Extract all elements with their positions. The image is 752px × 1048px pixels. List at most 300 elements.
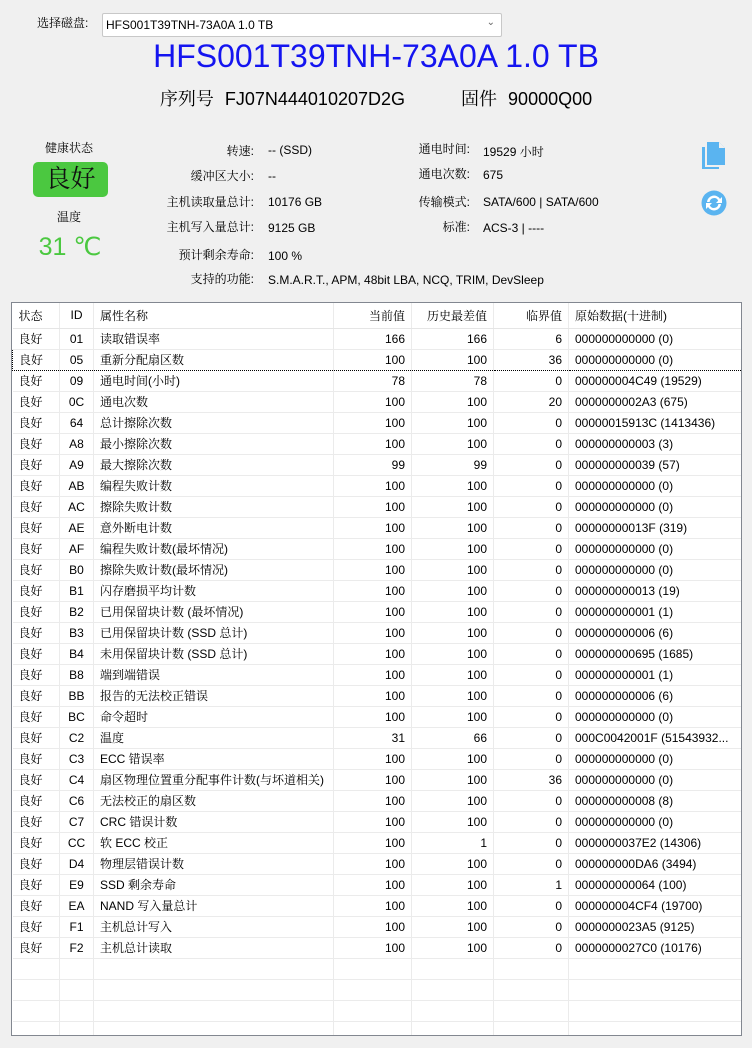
refresh-icon — [701, 190, 727, 216]
cell-id: B1 — [60, 580, 94, 601]
cell-id: B2 — [60, 601, 94, 622]
cell-attribute: ECC 错误率 — [94, 748, 334, 769]
cell-worst: 100 — [412, 433, 494, 454]
cell-id: AC — [60, 496, 94, 517]
cell-worst: 100 — [412, 538, 494, 559]
table-row[interactable] — [13, 811, 742, 832]
empty-cell — [569, 1000, 742, 1021]
empty-cell — [569, 979, 742, 1000]
cell-status: 良好 — [13, 916, 60, 937]
cell-attribute: 无法校正的扇区数 — [94, 790, 334, 811]
cell-threshold: 0 — [494, 559, 569, 580]
table-row[interactable] — [13, 454, 742, 475]
table-row[interactable] — [13, 790, 742, 811]
cell-raw: 000000004CF4 (19700) — [569, 895, 742, 916]
empty-cell — [94, 1021, 334, 1036]
table-row[interactable] — [13, 832, 742, 853]
table-row[interactable] — [13, 874, 742, 895]
cell-status: 良好 — [13, 643, 60, 664]
cell-current: 100 — [334, 874, 412, 895]
cell-current: 100 — [334, 895, 412, 916]
table-row[interactable] — [13, 475, 742, 496]
cell-id: B4 — [60, 643, 94, 664]
table-row[interactable] — [13, 559, 742, 580]
cell-threshold: 0 — [494, 916, 569, 937]
column-header-raw[interactable]: 原始数据(十进制) — [569, 303, 742, 328]
column-header-worst[interactable]: 历史最差值 — [412, 303, 494, 328]
table-row[interactable] — [13, 664, 742, 685]
cell-raw: 000000000000 (0) — [569, 748, 742, 769]
cell-status: 良好 — [13, 580, 60, 601]
cell-id: F2 — [60, 937, 94, 958]
cell-id: 0C — [60, 391, 94, 412]
cell-worst: 100 — [412, 517, 494, 538]
cell-threshold: 0 — [494, 475, 569, 496]
empty-cell — [569, 1021, 742, 1036]
cell-current: 166 — [334, 328, 412, 349]
cell-threshold: 36 — [494, 349, 569, 370]
cell-id: C3 — [60, 748, 94, 769]
cell-threshold: 1 — [494, 874, 569, 895]
cell-current: 100 — [334, 832, 412, 853]
firmware-value: 90000Q00 — [508, 89, 593, 109]
cell-current: 100 — [334, 391, 412, 412]
cell-current: 100 — [334, 748, 412, 769]
cell-status: 良好 — [13, 748, 60, 769]
cell-threshold: 0 — [494, 622, 569, 643]
column-header-current[interactable]: 当前值 — [334, 303, 412, 328]
cell-worst: 100 — [412, 853, 494, 874]
cell-status: 良好 — [13, 328, 60, 349]
cell-id: B3 — [60, 622, 94, 643]
cell-raw: 000000000000 (0) — [569, 349, 742, 370]
cell-attribute: 通电时间(小时) — [94, 370, 334, 391]
host-writes-label: 主机写入量总计: — [166, 220, 254, 234]
cell-id: 01 — [60, 328, 94, 349]
power-on-count-label: 通电次数: — [418, 167, 470, 181]
cell-id: 09 — [60, 370, 94, 391]
empty-table-row — [13, 979, 742, 1000]
empty-cell — [494, 979, 569, 1000]
cell-id: C4 — [60, 769, 94, 790]
cell-id: 64 — [60, 412, 94, 433]
cell-status: 良好 — [13, 895, 60, 916]
host-reads-label: 主机读取量总计: — [166, 195, 254, 209]
table-row[interactable] — [13, 391, 742, 412]
cell-attribute: 未用保留块计数 (SSD 总计) — [94, 643, 334, 664]
cell-attribute: 软 ECC 校正 — [94, 832, 334, 853]
health-label: 健康状态 — [44, 141, 93, 155]
table-row[interactable] — [13, 685, 742, 706]
cell-current: 100 — [334, 664, 412, 685]
cell-current: 100 — [334, 643, 412, 664]
table-row[interactable] — [13, 538, 742, 559]
table-row[interactable] — [13, 328, 742, 349]
cell-attribute: 擦除失败计数 — [94, 496, 334, 517]
cell-status: 良好 — [13, 349, 60, 370]
cell-current: 100 — [334, 601, 412, 622]
cell-threshold: 0 — [494, 685, 569, 706]
table-row[interactable] — [13, 727, 742, 748]
copy-button[interactable] — [701, 141, 727, 171]
cell-raw: 000000000695 (1685) — [569, 643, 742, 664]
empty-cell — [334, 1021, 412, 1036]
table-row[interactable] — [13, 937, 742, 958]
empty-cell — [60, 958, 94, 979]
table-row[interactable] — [13, 916, 742, 937]
empty-table-row — [13, 1000, 742, 1021]
cell-id: AF — [60, 538, 94, 559]
cell-raw: 000000000003 (3) — [569, 433, 742, 454]
cell-raw: 000000000000 (0) — [569, 496, 742, 517]
cell-id: C2 — [60, 727, 94, 748]
cell-attribute: 主机总计写入 — [94, 916, 334, 937]
cell-raw: 000000000000 (0) — [569, 811, 742, 832]
table-row[interactable] — [13, 580, 742, 601]
cell-status: 良好 — [13, 685, 60, 706]
features-label: 支持的功能: — [190, 272, 254, 286]
cell-raw: 00000015913C (1413436) — [569, 412, 742, 433]
cell-current: 100 — [334, 790, 412, 811]
cell-raw: 000000000008 (8) — [569, 790, 742, 811]
cell-attribute: 命令超时 — [94, 706, 334, 727]
cell-worst: 100 — [412, 748, 494, 769]
cell-worst: 66 — [412, 727, 494, 748]
empty-cell — [334, 979, 412, 1000]
cell-status: 良好 — [13, 601, 60, 622]
column-header-attribute[interactable]: 属性名称 — [94, 303, 334, 328]
cell-attribute: 端到端错误 — [94, 664, 334, 685]
cell-status: 良好 — [13, 874, 60, 895]
empty-cell — [334, 1000, 412, 1021]
cell-id: A8 — [60, 433, 94, 454]
cell-status: 良好 — [13, 832, 60, 853]
cell-current: 99 — [334, 454, 412, 475]
table-row[interactable] — [13, 643, 742, 664]
temperature-value[interactable]: 31 ℃ — [38, 233, 102, 261]
cell-current: 100 — [334, 706, 412, 727]
refresh-button[interactable] — [701, 190, 727, 216]
cell-attribute: 已用保留块计数 (SSD 总计) — [94, 622, 334, 643]
cell-status: 良好 — [13, 370, 60, 391]
cell-status: 良好 — [13, 538, 60, 559]
cell-threshold: 0 — [494, 811, 569, 832]
standard-value: ACS-3 | ---- — [483, 221, 545, 235]
cell-raw: 000000000000 (0) — [569, 475, 742, 496]
buffer-size-value: -- — [268, 169, 276, 183]
cell-attribute: 重新分配扇区数 — [94, 349, 334, 370]
life-remaining-label: 预计剩余寿命: — [178, 248, 254, 262]
cell-worst: 100 — [412, 580, 494, 601]
buffer-size-label: 缓冲区大小: — [190, 169, 254, 183]
cell-raw: 0000000023A5 (9125) — [569, 916, 742, 937]
disk-select-value: HFS001T39TNH-73A0A 1.0 TB — [106, 18, 274, 32]
cell-status: 良好 — [13, 517, 60, 538]
cell-status: 良好 — [13, 622, 60, 643]
rotation-value: -- (SSD) — [268, 143, 312, 157]
cell-raw: 000000000006 (6) — [569, 685, 742, 706]
cell-current: 100 — [334, 559, 412, 580]
cell-raw: 0000000027C0 (10176) — [569, 937, 742, 958]
power-on-hours-label: 通电时间: — [418, 142, 470, 156]
cell-worst: 100 — [412, 895, 494, 916]
health-status-badge[interactable]: 良好 — [33, 162, 108, 197]
cell-current: 100 — [334, 853, 412, 874]
cell-worst: 100 — [412, 937, 494, 958]
cell-worst: 1 — [412, 832, 494, 853]
cell-current: 100 — [334, 916, 412, 937]
cell-attribute: 通电次数 — [94, 391, 334, 412]
cell-raw: 000000000001 (1) — [569, 601, 742, 622]
cell-id: C6 — [60, 790, 94, 811]
standard-label: 标准: — [442, 220, 470, 234]
empty-cell — [13, 979, 60, 1000]
cell-current: 100 — [334, 811, 412, 832]
cell-attribute: 扇区物理位置重分配事件计数(与坏道相关) — [94, 769, 334, 790]
empty-cell — [94, 1000, 334, 1021]
cell-worst: 100 — [412, 664, 494, 685]
smart-attributes-table[interactable] — [11, 302, 742, 1036]
cell-status: 良好 — [13, 769, 60, 790]
cell-attribute: 报告的无法校正错误 — [94, 685, 334, 706]
cell-worst: 166 — [412, 328, 494, 349]
empty-cell — [569, 958, 742, 979]
cell-id: D4 — [60, 853, 94, 874]
cell-status: 良好 — [13, 391, 60, 412]
cell-threshold: 0 — [494, 748, 569, 769]
cell-attribute: 读取错误率 — [94, 328, 334, 349]
life-remaining-value: 100 % — [268, 249, 303, 263]
cell-current: 31 — [334, 727, 412, 748]
cell-threshold: 0 — [494, 706, 569, 727]
empty-table-row — [13, 1021, 742, 1036]
serial-label: 序列号 — [159, 89, 214, 109]
cell-id: F1 — [60, 916, 94, 937]
cell-attribute: 最小擦除次数 — [94, 433, 334, 454]
cell-threshold: 0 — [494, 496, 569, 517]
empty-cell — [13, 1000, 60, 1021]
cell-worst: 100 — [412, 769, 494, 790]
empty-cell — [494, 958, 569, 979]
cell-current: 100 — [334, 538, 412, 559]
cell-attribute: 最大擦除次数 — [94, 454, 334, 475]
cell-attribute: 主机总计读取 — [94, 937, 334, 958]
cell-worst: 100 — [412, 412, 494, 433]
rotation-label: 转速: — [226, 144, 254, 158]
table-row[interactable] — [13, 601, 742, 622]
cell-status: 良好 — [13, 433, 60, 454]
serial-value: FJ07N444010207D2G — [224, 89, 405, 109]
serial-firmware-line — [0, 85, 752, 111]
cell-attribute: 擦除失败计数(最坏情况) — [94, 559, 334, 580]
cell-id: B8 — [60, 664, 94, 685]
cell-threshold: 6 — [494, 328, 569, 349]
disk-select-label: 选择磁盘: — [37, 16, 89, 30]
cell-threshold: 0 — [494, 517, 569, 538]
cell-worst: 78 — [412, 370, 494, 391]
cell-worst: 99 — [412, 454, 494, 475]
table-row[interactable] — [13, 622, 742, 643]
cell-threshold: 0 — [494, 832, 569, 853]
empty-cell — [60, 1021, 94, 1036]
cell-id: CC — [60, 832, 94, 853]
empty-table-row — [13, 958, 742, 979]
table-row[interactable] — [13, 706, 742, 727]
firmware-label: 固件 — [461, 89, 498, 109]
empty-cell — [412, 958, 494, 979]
cell-status: 良好 — [13, 496, 60, 517]
cell-attribute: 编程失败计数(最坏情况) — [94, 538, 334, 559]
cell-raw: 0000000002A3 (675) — [569, 391, 742, 412]
table-row[interactable] — [13, 517, 742, 538]
empty-cell — [334, 958, 412, 979]
power-on-hours-value: 19529 小时 — [483, 145, 544, 159]
table-row[interactable] — [13, 370, 742, 391]
features-value: S.M.A.R.T., APM, 48bit LBA, NCQ, TRIM, DevSleep — [268, 273, 544, 287]
cell-attribute: 编程失败计数 — [94, 475, 334, 496]
cell-current: 100 — [334, 475, 412, 496]
cell-worst: 100 — [412, 811, 494, 832]
table-row[interactable] — [13, 769, 742, 790]
cell-worst: 100 — [412, 349, 494, 370]
cell-raw: 000000000000 (0) — [569, 328, 742, 349]
column-header-threshold[interactable]: 临界值 — [494, 303, 569, 328]
cell-attribute: 闪存磨损平均计数 — [94, 580, 334, 601]
cell-attribute: NAND 写入量总计 — [94, 895, 334, 916]
model-title: HFS001T39TNH-73A0A 1.0 TB — [153, 38, 599, 74]
cell-current: 100 — [334, 349, 412, 370]
cell-status: 良好 — [13, 454, 60, 475]
cell-current: 78 — [334, 370, 412, 391]
cell-current: 100 — [334, 496, 412, 517]
cell-worst: 100 — [412, 559, 494, 580]
cell-id: A9 — [60, 454, 94, 475]
cell-id: B0 — [60, 559, 94, 580]
empty-cell — [494, 1000, 569, 1021]
cell-attribute: 已用保留块计数 (最坏情况) — [94, 601, 334, 622]
cell-raw: 000000004C49 (19529) — [569, 370, 742, 391]
cell-raw: 00000000013F (319) — [569, 517, 742, 538]
empty-cell — [494, 1021, 569, 1036]
power-on-count-value: 675 — [483, 168, 504, 182]
empty-cell — [60, 979, 94, 1000]
cell-status: 良好 — [13, 706, 60, 727]
table-row[interactable] — [13, 748, 742, 769]
cell-status: 良好 — [13, 727, 60, 748]
table-row[interactable] — [13, 895, 742, 916]
cell-threshold: 0 — [494, 643, 569, 664]
cell-current: 100 — [334, 412, 412, 433]
cell-raw: 000000000039 (57) — [569, 454, 742, 475]
cell-attribute: 物理层错误计数 — [94, 853, 334, 874]
cell-current: 100 — [334, 685, 412, 706]
transfer-mode-label: 传输模式: — [418, 195, 470, 209]
cell-current: 100 — [334, 433, 412, 454]
cell-threshold: 0 — [494, 601, 569, 622]
cell-status: 良好 — [13, 790, 60, 811]
cell-attribute: SSD 剩余寿命 — [94, 874, 334, 895]
cell-worst: 100 — [412, 685, 494, 706]
cell-id: AB — [60, 475, 94, 496]
empty-cell — [60, 1000, 94, 1021]
cell-id: EA — [60, 895, 94, 916]
column-header-id[interactable]: ID — [60, 303, 94, 328]
cell-id: 05 — [60, 349, 94, 370]
empty-cell — [412, 1021, 494, 1036]
empty-cell — [13, 958, 60, 979]
cell-status: 良好 — [13, 853, 60, 874]
cell-raw: 000000000000 (0) — [569, 559, 742, 580]
cell-raw: 000C0042001F (51543932... — [569, 727, 742, 748]
empty-cell — [13, 1021, 60, 1036]
cell-raw: 000000000000 (0) — [569, 706, 742, 727]
cell-current: 100 — [334, 937, 412, 958]
cell-worst: 100 — [412, 643, 494, 664]
cell-worst: 100 — [412, 916, 494, 937]
cell-current: 100 — [334, 580, 412, 601]
cell-current: 100 — [334, 769, 412, 790]
cell-threshold: 0 — [494, 580, 569, 601]
column-header-status[interactable]: 状态 — [13, 303, 60, 328]
cell-attribute: 温度 — [94, 727, 334, 748]
disk-select-dropdown[interactable] — [102, 13, 502, 37]
table-header-row — [13, 303, 742, 328]
cell-status: 良好 — [13, 664, 60, 685]
cell-status: 良好 — [13, 937, 60, 958]
cell-worst: 100 — [412, 496, 494, 517]
cell-attribute: 总计擦除次数 — [94, 412, 334, 433]
cell-threshold: 0 — [494, 454, 569, 475]
table-row[interactable] — [13, 349, 742, 370]
cell-status: 良好 — [13, 475, 60, 496]
cell-id: C7 — [60, 811, 94, 832]
table-row[interactable] — [13, 853, 742, 874]
cell-threshold: 0 — [494, 412, 569, 433]
cell-status: 良好 — [13, 811, 60, 832]
temperature-label: 温度 — [56, 210, 81, 224]
cell-status: 良好 — [13, 412, 60, 433]
cell-raw: 000000000000 (0) — [569, 769, 742, 790]
cell-threshold: 36 — [494, 769, 569, 790]
cell-threshold: 20 — [494, 391, 569, 412]
empty-cell — [94, 958, 334, 979]
cell-attribute: CRC 错误计数 — [94, 811, 334, 832]
empty-cell — [94, 979, 334, 1000]
cell-raw: 000000000DA6 (3494) — [569, 853, 742, 874]
cell-current: 100 — [334, 517, 412, 538]
cell-threshold: 0 — [494, 370, 569, 391]
cell-threshold: 0 — [494, 727, 569, 748]
table-row[interactable] — [13, 496, 742, 517]
transfer-mode-value: SATA/600 | SATA/600 — [483, 195, 599, 209]
cell-raw: 0000000037E2 (14306) — [569, 832, 742, 853]
cell-threshold: 0 — [494, 937, 569, 958]
empty-cell — [412, 1000, 494, 1021]
cell-worst: 100 — [412, 706, 494, 727]
cell-attribute: 意外断电计数 — [94, 517, 334, 538]
cell-raw: 000000000006 (6) — [569, 622, 742, 643]
chevron-down-icon: ⌄ — [486, 17, 495, 28]
cell-worst: 100 — [412, 475, 494, 496]
cell-raw: 000000000013 (19) — [569, 580, 742, 601]
cell-status: 良好 — [13, 559, 60, 580]
cell-raw: 000000000001 (1) — [569, 664, 742, 685]
host-reads-value: 10176 GB — [268, 195, 323, 209]
cell-worst: 100 — [412, 391, 494, 412]
table-row[interactable] — [13, 433, 742, 454]
table-row[interactable] — [13, 412, 742, 433]
cell-threshold: 0 — [494, 433, 569, 454]
